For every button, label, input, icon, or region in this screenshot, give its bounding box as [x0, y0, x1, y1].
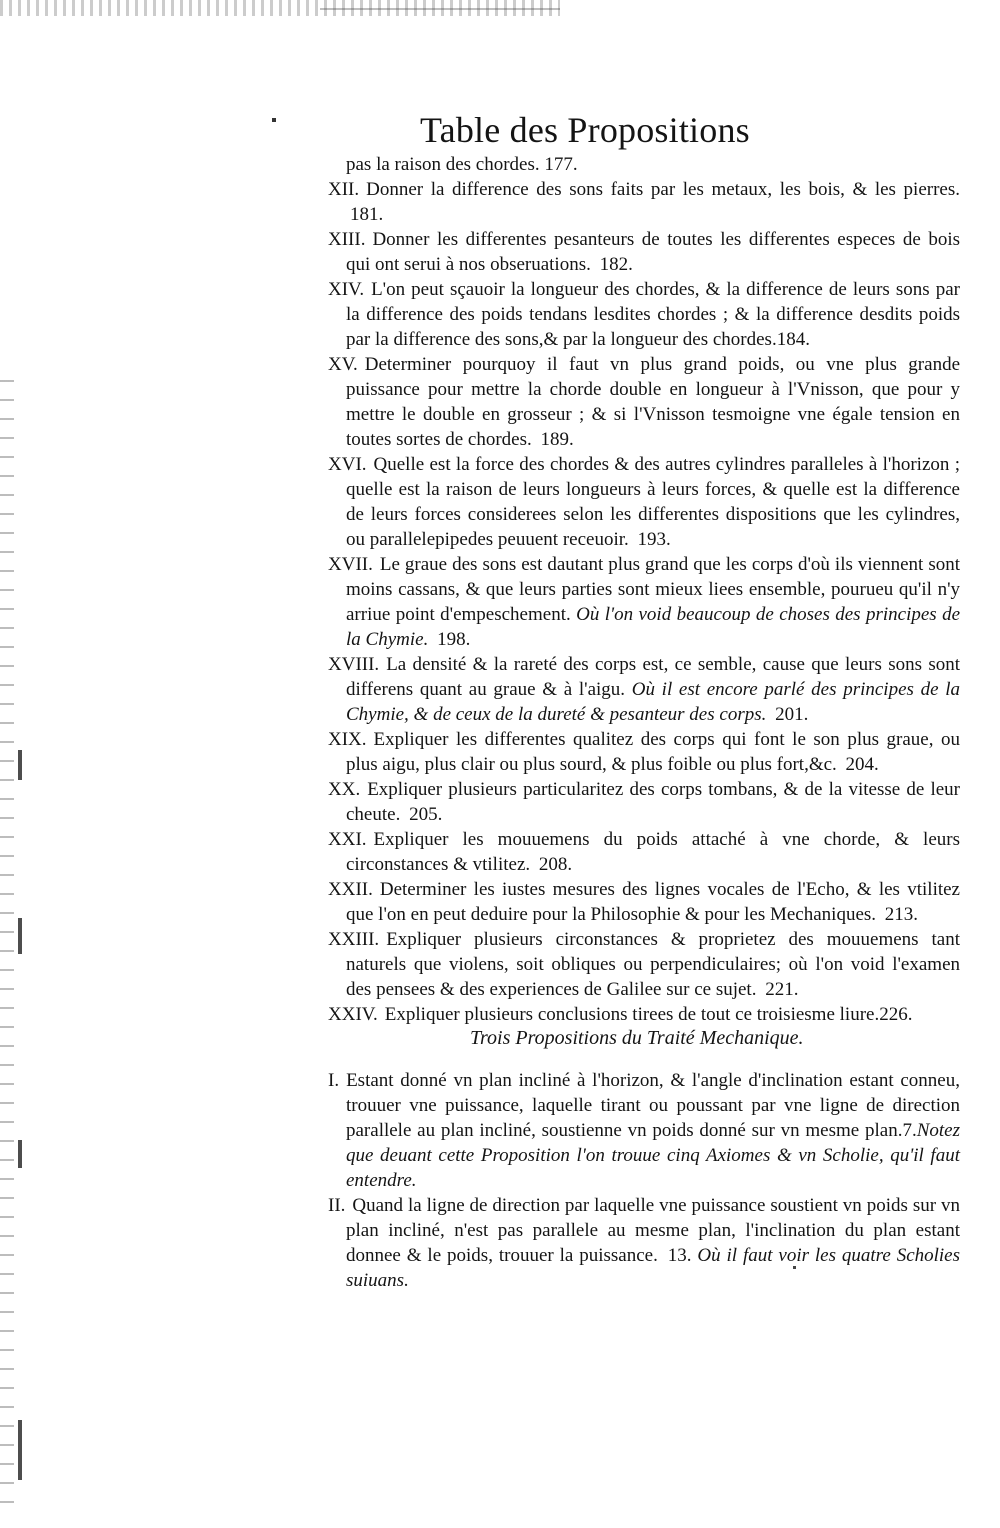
proposition-entry [328, 227, 960, 277]
proposition-note: Où il faut voir les quatre Scholies suiuans. [346, 1245, 961, 1291]
proposition-note: Où il est encore parlé des principes de la Chymie, & de ceux de la dureté & pesanteur des corps. [346, 679, 961, 725]
proposition-entry [328, 777, 960, 827]
proposition-number: XII. [328, 179, 360, 200]
proposition-text: Expliquer les differentes qualitez des corps qui font le son plus graue, ou plus aigu, plus clair ou plus sourd, & plus foible ou plus fort,&c. [346, 729, 960, 775]
running-title: Table des Propositions [420, 110, 750, 150]
proposition-text: L'on peut sçauoir la longueur des chordes, & la difference de leurs sons par la difference des poids tendans lesdites chordes ; & la difference desdits poids par la difference des sons,& par la longueur des chordes. [346, 279, 960, 350]
proposition-number: XIV. [328, 279, 365, 300]
proposition-text: Donner la difference des sons faits par les metaux, les bois, & les pierres. [366, 179, 960, 200]
page-number: 208. [538, 854, 573, 875]
proposition-number: XX. [328, 779, 361, 800]
page-number: 193. [637, 529, 671, 550]
gutter-mark [18, 750, 22, 780]
page-number: 198. [437, 629, 471, 650]
proposition-entry [328, 927, 960, 1002]
mechanique-list [328, 1068, 960, 1293]
proposition-entry [328, 727, 960, 777]
proposition-text: Expliquer les mouuemens du poids attaché à vne chorde, & leurs circonstances & vtilitez. [346, 829, 960, 875]
page-number: 213. [884, 904, 919, 925]
proposition-number: II. [328, 1195, 346, 1216]
proposition-entry [328, 177, 960, 227]
proposition-entry [328, 552, 960, 652]
gutter-mark [18, 1140, 22, 1168]
proposition-number: XVII. [328, 554, 373, 575]
page-number: 226. [879, 1004, 913, 1025]
proposition-entry [328, 652, 960, 727]
stray-ink-mark [272, 118, 276, 122]
page-number: 201. [775, 704, 809, 725]
proposition-text: Determiner pourquoy il faut vn plus grand poids, ou vne plus grande puissance pour mettre la chorde double en longueur à l'Vnisson, que pour y mettre le double en grosseur ; & si l'Vnisson tesmoigne vne égale tension en toutes sortes de chordes. [346, 354, 960, 450]
proposition-note: Notez que deuant cette Proposition l'on trouue cinq Axiomes & vn Scholie, qu'il faut entendre. [346, 1120, 960, 1191]
proposition-number: XVI. [328, 454, 367, 475]
proposition-number: XIII. [328, 229, 366, 250]
proposition-text: Expliquer plusieurs conclusions tirees de tout ce troisiesme liure. [384, 1004, 880, 1025]
proposition-entry [328, 1068, 960, 1193]
proposition-entry [328, 827, 960, 877]
page-number: 204. [845, 754, 879, 775]
proposition-number: I. [328, 1070, 340, 1091]
page-number: 184. [776, 329, 810, 350]
proposition-entry [328, 277, 960, 352]
top-rule-artifact [320, 8, 560, 10]
proposition-number: XV. [328, 354, 358, 375]
page-number: 221. [765, 979, 799, 1000]
binding-gutter [0, 380, 14, 1510]
section-heading: Trois Propositions du Traité Mechanique. [470, 1027, 804, 1049]
proposition-text: Quelle est la force des chordes & des autres cylindres paralleles à l'horizon ; quelle est la raison de leurs longueurs à leurs forces, & quelle est la difference de leurs forces considerees selon les differentes dispositions que les cylindres, ou parallelepipedes peuuent receuoir. [346, 454, 960, 550]
proposition-number: XXIII. [328, 929, 380, 950]
proposition-text: La densité & la rareté des corps est, ce semble, cause que leurs sons sont differens quant au graue & à l'aigu. [346, 654, 960, 700]
proposition-text: Quand la ligne de direction par laquelle vne puissance soustient vn poids sur vn plan incliné, n'est pas parallele au mesme plan, l'inclination du plan estant donnee & le poids, trouuer la puissance. [346, 1195, 960, 1266]
proposition-text: Donner les differentes pesanteurs de toutes les differentes especes de bois qui ont serui à nos obseruations. [346, 229, 960, 275]
page-number: 177. [544, 154, 578, 175]
proposition-text: Le graue des sons est dautant plus grand que les corps d'où ils viennent sont moins cassans, & que leurs parties sont mieux liees ensemble, pourueu qu'il n'y arriue point d'empeschement. [346, 554, 960, 625]
page-number: 13. [667, 1245, 692, 1266]
proposition-entry [328, 352, 960, 452]
page-number: 205. [409, 804, 443, 825]
gutter-mark [18, 1420, 22, 1480]
proposition-number: XIX. [328, 729, 367, 750]
page-number: 181. [350, 204, 384, 225]
propositions-list [328, 152, 960, 1027]
proposition-entry [328, 1193, 960, 1293]
gutter-mark [18, 918, 22, 954]
stray-ink-mark [793, 1266, 796, 1269]
proposition-text: Expliquer plusieurs particularitez des corps tombans, & de la vitesse de leur cheute. [346, 779, 960, 825]
proposition-number: XXIV. [328, 1004, 378, 1025]
continued-line [346, 152, 960, 177]
proposition-number: XXI. [328, 829, 367, 850]
proposition-number: XVIII. [328, 654, 380, 675]
proposition-number: XXII. [328, 879, 373, 900]
proposition-entry [328, 877, 960, 927]
proposition-entry [328, 452, 960, 552]
proposition-text: Estant donné vn plan incliné à l'horizon, & l'angle d'inclination estant conneu, trouuer vne puissance, laquelle tirant ou poussant par vne ligne de direction parallele au plan incliné, soustienne vn poids donné sur vn mesme plan. [346, 1070, 960, 1141]
page-number: 7. [902, 1120, 917, 1141]
continued-text: pas la raison des chordes. [346, 154, 540, 175]
proposition-text: Expliquer plusieurs circonstances & proprietez des mouuemens tant naturels que violens, soit obliques ou perpendiculaires; où l'on void l'examen des pensees & des experiences de Galilee sur ce sujet. [346, 929, 960, 1000]
page-number: 189. [540, 429, 574, 450]
proposition-note: Où l'on void beaucoup de choses des principes de la Chymie. [346, 604, 961, 650]
proposition-text: Determiner les iustes mesures des lignes vocales de l'Echo, & les vtilitez que l'on en peut deduire pour la Philosophie & pour les Mechaniques. [346, 879, 960, 925]
page-number: 182. [599, 254, 633, 275]
